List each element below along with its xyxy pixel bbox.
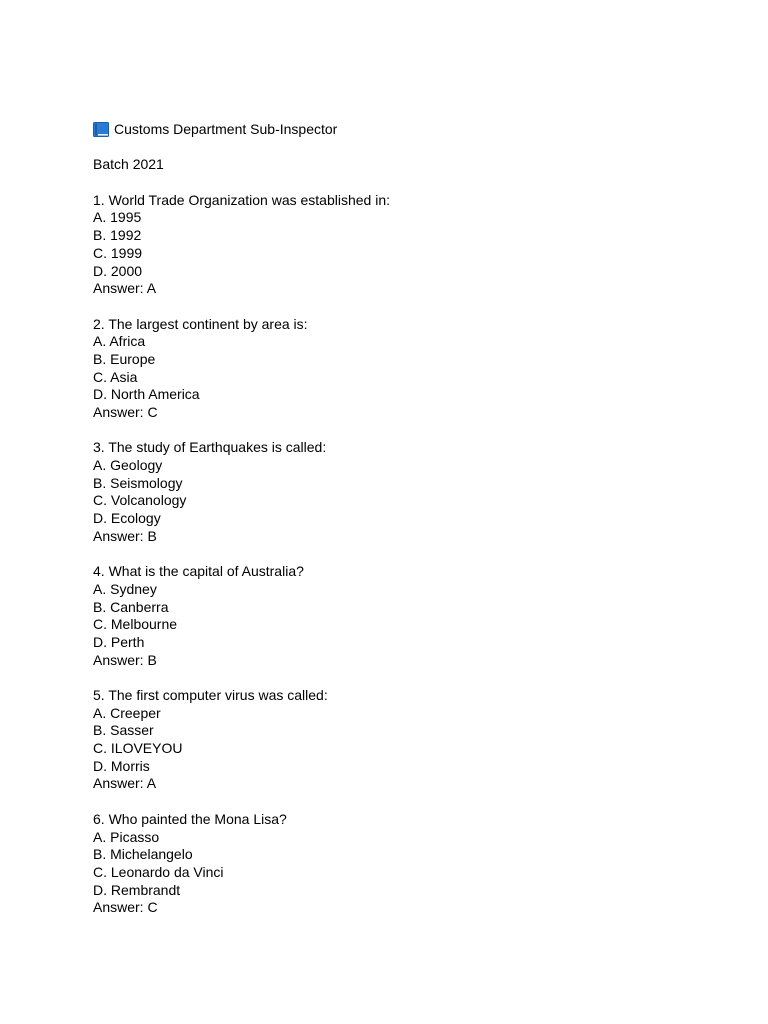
spacer <box>93 669 733 687</box>
batch-label: Batch 2021 <box>93 156 164 173</box>
option-item: B. Michelangelo <box>93 846 193 863</box>
option-item: D. North America <box>93 386 200 403</box>
question-block <box>93 687 733 811</box>
question-text: 4. What is the capital of Australia? <box>93 563 304 580</box>
option-item: D. Morris <box>93 757 150 774</box>
option-item: B. Seismology <box>93 474 183 491</box>
question-block <box>93 316 733 440</box>
option-list <box>93 705 733 776</box>
option-item: A. Creeper <box>93 704 161 721</box>
answer-text: Answer: A <box>93 775 157 792</box>
option-item: A. Sydney <box>93 580 157 597</box>
blue-book-icon <box>93 122 109 137</box>
question-text: 3. The study of Earthquakes is called: <box>93 439 327 456</box>
option-item: B. Sasser <box>93 722 154 739</box>
option-item: C. ILOVEYOU <box>93 740 183 757</box>
question-block <box>93 192 733 316</box>
spacer <box>93 298 733 316</box>
question-text: 6. Who painted the Mona Lisa? <box>93 810 287 827</box>
option-item: C. Melbourne <box>93 616 178 633</box>
document-title-row <box>93 121 733 139</box>
question-text: 1. World Trade Organization was established in: <box>93 191 391 208</box>
option-item: B. Canberra <box>93 598 169 615</box>
question-text: 2. The largest continent by area is: <box>93 315 308 332</box>
answer-text: Answer: C <box>93 899 158 916</box>
question-block <box>93 563 733 687</box>
question-list <box>93 192 733 917</box>
spacer <box>93 174 733 192</box>
option-item: A. 1995 <box>93 209 142 226</box>
spacer <box>93 546 733 564</box>
question-block <box>93 439 733 563</box>
document-title: Customs Department Sub-Inspector <box>114 121 338 137</box>
option-item: C. Asia <box>93 368 138 385</box>
spacer <box>93 793 733 811</box>
option-item: B. 1992 <box>93 227 142 244</box>
option-item: D. 2000 <box>93 262 143 279</box>
option-item: A. Geology <box>93 457 163 474</box>
answer-text: Answer: B <box>93 527 157 544</box>
option-item: C. 1999 <box>93 244 143 261</box>
spacer <box>93 139 733 157</box>
answer-text: Answer: B <box>93 651 157 668</box>
option-item: D. Perth <box>93 633 145 650</box>
option-list <box>93 457 733 528</box>
option-list <box>93 333 733 404</box>
answer-text: Answer: A <box>93 280 157 297</box>
option-item: A. Africa <box>93 333 146 350</box>
document-page <box>93 121 733 917</box>
option-item: B. Europe <box>93 350 156 367</box>
option-item: C. Leonardo da Vinci <box>93 863 224 880</box>
option-item: D. Rembrandt <box>93 881 181 898</box>
option-list <box>93 209 733 280</box>
spacer <box>93 422 733 440</box>
question-block <box>93 811 733 917</box>
option-item: C. Volcanology <box>93 492 187 509</box>
option-list <box>93 581 733 652</box>
option-item: A. Picasso <box>93 828 160 845</box>
option-list <box>93 829 733 900</box>
question-text: 5. The first computer virus was called: <box>93 687 328 703</box>
answer-text: Answer: C <box>93 404 158 420</box>
option-item: D. Ecology <box>93 510 161 527</box>
